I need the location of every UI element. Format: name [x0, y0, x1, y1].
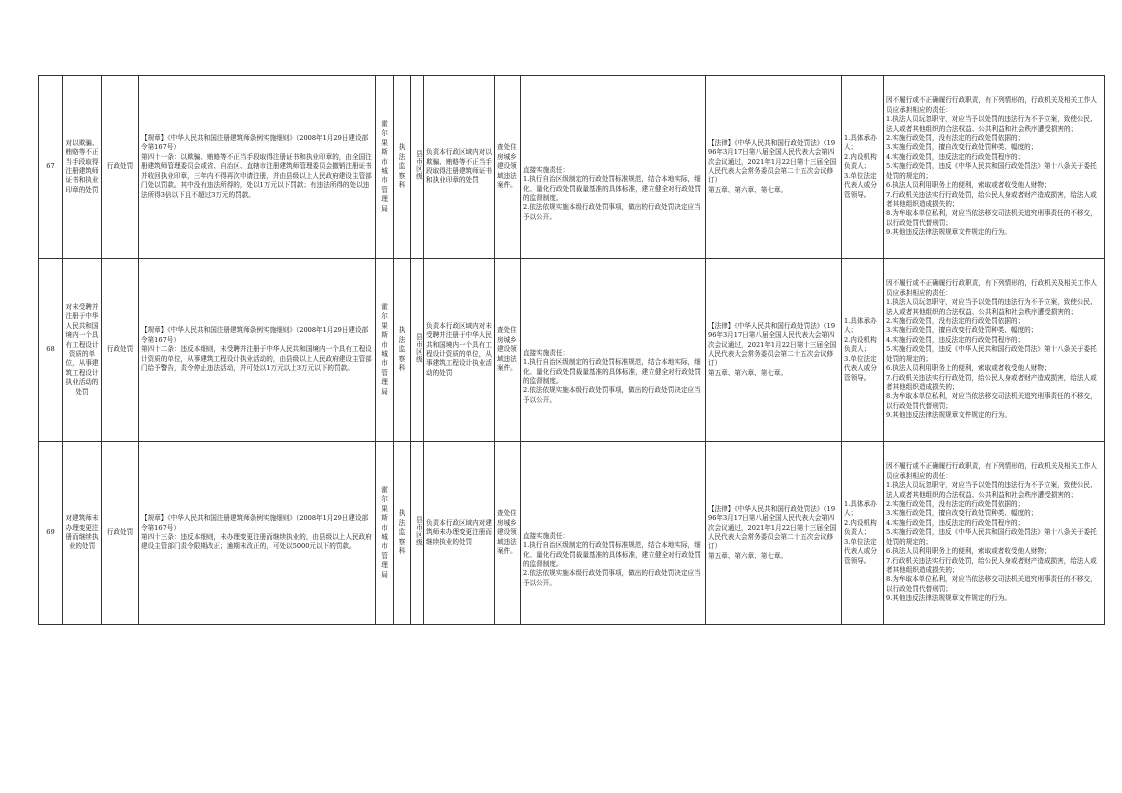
exercise-content: 负责本行政区域内对以欺骗、贿赂等不正当手段取得注册建筑师证书和执业印章的处罚 [424, 76, 495, 259]
text-line: 3.实施行政处罚，擅自改变行政处罚种类、幅度的； [886, 509, 1038, 518]
row-number: 69 [39, 442, 63, 625]
accountability-text [886, 279, 1102, 420]
text-line: 【规章】《中华人民共和国注册建筑师条例实施细则》（2008年1月29日建设部令第167号） [141, 134, 369, 152]
text-line: 4.实施行政处罚，违反法定的行政处罚程序的； [886, 152, 1025, 161]
undertaking-matter: 查处住房城乡建设领域违法案件。 [495, 76, 521, 259]
text-line: 5.实施行政处罚，违反《中华人民共和国行政处罚法》第十八条关于委托处罚的规定的； [886, 345, 1097, 363]
responsibility-text [523, 478, 703, 588]
accountability-text [886, 462, 1102, 603]
undertaking-matter: 查处住房城乡建设领域违法案件。 [495, 442, 521, 625]
text-line: 1.具体承办人； [844, 134, 877, 152]
item-name: 对以欺骗、贿赂等不正当手段取得注册建筑师证书和执业印章的处罚 [63, 76, 102, 259]
text-line: 【规章】《中华人民共和国注册建筑师条例实施细则》（2008年1月29日建设部令第167号） [141, 514, 369, 532]
text-line: 【法律】《中华人民共和国行政处罚法》（1996年3月17日第八届全国人民代表大会第四次会议通过，2021年1月22日第十三届全国人民代表大会常务委员会第二十五次会议修订） [708, 504, 837, 551]
text-line: 1.具体承办人； [844, 500, 877, 518]
responsibility-items [521, 442, 706, 625]
text-line: 2.依法依规实施本级行政处罚事项，做出的行政处罚决定应当予以公开。 [523, 386, 701, 404]
text-line: 7.行政机关违法实行行政处罚，给公民人身或者财产造成损害，给法人或者其他组织造成损失的； [886, 373, 1097, 391]
item-type: 行政处罚 [102, 76, 139, 259]
responsibility-basis-text [708, 139, 839, 195]
legal-basis-text [141, 134, 373, 200]
responsibility-subject [842, 259, 884, 442]
text-line: 7.行政机关违法实行行政处罚，给公民人身或者财产造成损害，给法人或者其他组织造成损失的； [886, 190, 1097, 208]
text-line: 6.执法人员利用职务上的便利，索取或者收受他人财物； [886, 547, 1051, 556]
responsibility-basis [706, 76, 842, 259]
text-line: 8.为牟取本单位私利，对应当依法移交司法机关追究刑事责任的不移交，以行政处罚代替刑罚； [886, 392, 1097, 410]
exercise-level-text: 县市区级 [414, 333, 423, 364]
implementing-department: 霍尔果斯市城市管理局 [376, 442, 394, 625]
item-name: 对未受聘并注册于中华人民共和国境内一个具有工程设计资质的单位，从事建筑工程设计执业活动的处罚 [63, 259, 102, 442]
text-line: 1.执行自治区级制定的行政处罚标准规范，结合本地实际，细化、量化行政处罚裁量基准的具体标准，建立健全对行政处罚的监督制度。 [523, 175, 702, 202]
text-line: 1.执行自治区级制定的行政处罚标准规范，结合本地实际，细化、量化行政处罚裁量基准的具体标准，建立健全对行政处罚的监督制度。 [523, 358, 702, 385]
text-line: 1.执法人员玩忽职守，对应当予以处罚的违法行为不予立案，致使公民、法人或者其他组织的合法权益、公共利益和社会秩序遭受损害的； [886, 298, 1097, 316]
text-line: 因不履行或不正确履行行政职责，有下列情形的，行政机关及相关工作人员应承担相应的责任： [886, 462, 1097, 480]
responsibility-basis-text [708, 322, 839, 378]
text-line: 2.依法依规实施本级行政处罚事项，做出的行政处罚决定应当予以公开。 [523, 569, 701, 587]
text-line: 3.实施行政处罚，擅自改变行政处罚种类、幅度的； [886, 143, 1038, 152]
responsibility-subject-text [844, 500, 881, 566]
text-line: 1.执法人员玩忽职守，对应当予以处罚的违法行为不予立案，致使公民、法人或者其他组织的合法权益、公共利益和社会秩序遭受损害的； [886, 481, 1097, 499]
text-line: 【规章】《中华人民共和国注册建筑师条例实施细则》（2008年1月29日建设部令第167号） [141, 326, 369, 344]
power-list-table [38, 75, 1105, 625]
responsibility-subject-text [844, 134, 881, 200]
responsibility-subject [842, 442, 884, 625]
text-line: 因不履行或不正确履行行政职责，有下列情形的，行政机关及相关工作人员应承担相应的责任： [886, 279, 1097, 297]
text-line: 1.具体承办人； [844, 317, 877, 335]
responsibility-items [521, 76, 706, 259]
text-line: 2.实施行政处罚，没有法定的行政处罚依据的； [886, 134, 1025, 143]
text-line: 2.依法依规实施本级行政处罚事项，做出的行政处罚决定应当予以公开。 [523, 203, 701, 221]
accountability-text [886, 96, 1102, 237]
text-line: 5.实施行政处罚，违反《中华人民共和国行政处罚法》第十八条关于委托处罚的规定的； [886, 162, 1097, 180]
undertaking-matter: 查处住房城乡建设领域违法案件。 [495, 259, 521, 442]
legal-basis [139, 259, 376, 442]
text-line: 9.其他违反法律法规规章文件规定的行为。 [886, 411, 1011, 420]
exercise-level [411, 442, 424, 625]
text-line: 第四十一条：以欺骗、贿赂等不正当手段取得注册证书和执业印章的，由全国注册建筑师管理委员会或省、自治区、直辖市注册建筑师管理委员会撤销注册证书并收回执业印章，三年内不得再次申请注册，并由县级以上人民政府建设主管部门处以罚款。其中没有违法所得的，处以1万元以下罚款；有违法所得的处以违法所得3倍以下且不超过3万元的罚款。 [141, 152, 372, 199]
implementing-subject: 执法监察科 [394, 259, 411, 442]
text-line: 3.单位法定代表人或分管领导。 [844, 354, 877, 382]
text-line: 【法律】《中华人民共和国行政处罚法》（1996年3月17日第八届全国人民代表大会第四次会议通过，2021年1月22日第十三届全国人民代表大会常务委员会第二十五次会议修订） [708, 321, 837, 368]
text-line: 第五章、第六章、第七章。 [708, 185, 788, 194]
exercise-level-text: 县市区级 [414, 150, 423, 181]
text-line: 6.执法人员利用职务上的便利，索取或者收受他人财物； [886, 181, 1051, 190]
legal-basis [139, 442, 376, 625]
responsibility-basis [706, 442, 842, 625]
text-line: 9.其他违反法律法规规章文件规定的行为。 [886, 594, 1011, 603]
item-type: 行政处罚 [102, 259, 139, 442]
accountability-situations [884, 442, 1105, 625]
text-line: 4.实施行政处罚，违反法定的行政处罚程序的； [886, 335, 1025, 344]
accountability-situations [884, 76, 1105, 259]
text-line: 3.单位法定代表人或分管领导。 [844, 537, 877, 565]
text-line: 【法律】《中华人民共和国行政处罚法》（1996年3月17日第八届全国人民代表大会第四次会议通过，2021年1月22日第十三届全国人民代表大会常务委员会第二十五次会议修订） [708, 138, 837, 185]
text-line: 2.内设机构负责人； [844, 335, 877, 354]
text-line: 2.实施行政处罚，没有法定的行政处罚依据的； [886, 500, 1025, 509]
table-body [39, 76, 1105, 625]
exercise-content: 负责本行政区域内对未受聘并注册于中华人民共和国境内一个具有工程设计资质的单位，从事建筑工程设计执业活动的处罚 [424, 259, 495, 442]
row-number: 68 [39, 259, 63, 442]
text-line: 第四十二条：违反本细则，未受聘并注册于中华人民共和国境内一个具有工程设计资质的单位，从事建筑工程设计执业活动的，由县级以上人民政府建设主管部门给予警告，责令停止违法活动，并可处以1万元以上3万元以下的罚款。 [141, 345, 372, 373]
item-name: 对建筑师未办理变更注册而继续执业的处罚 [63, 442, 102, 625]
text-line: 8.为牟取本单位私利，对应当依法移交司法机关追究刑事责任的不移交，以行政处罚代替刑罚； [886, 209, 1097, 227]
text-line: 7.行政机关违法实行行政处罚，给公民人身或者财产造成损害，给法人或者其他组织造成损失的； [886, 556, 1097, 574]
text-line: 1.执行自治区级制定的行政处罚标准规范，结合本地实际，细化、量化行政处罚裁量基准的具体标准，建立健全对行政处罚的监督制度。 [523, 541, 702, 568]
text-line: 因不履行或不正确履行行政职责，有下列情形的，行政机关及相关工作人员应承担相应的责任： [886, 96, 1097, 114]
text-line: 第五章、第六章、第七章。 [708, 368, 788, 377]
exercise-level-text: 县市区级 [414, 516, 423, 547]
exercise-level [411, 76, 424, 259]
legal-basis [139, 76, 376, 259]
text-line: 2.实施行政处罚，没有法定的行政处罚依据的； [886, 317, 1025, 326]
accountability-situations [884, 259, 1105, 442]
implementing-department: 霍尔果斯市城市管理局 [376, 76, 394, 259]
table-row [39, 259, 1105, 442]
text-line: 5.实施行政处罚，违反《中华人民共和国行政处罚法》第十八条关于委托处罚的规定的； [886, 528, 1097, 546]
responsibility-text [523, 295, 703, 405]
implementing-department: 霍尔果斯市城市管理局 [376, 259, 394, 442]
exercise-level [411, 259, 424, 442]
text-line: 2.内设机构负责人； [844, 152, 877, 171]
row-number: 67 [39, 76, 63, 259]
implementing-subject: 执法监察科 [394, 442, 411, 625]
responsibility-text [523, 112, 703, 222]
item-type: 行政处罚 [102, 442, 139, 625]
text-line: 9.其他违反法律法规规章文件规定的行为。 [886, 228, 1011, 237]
text-line: 直接实施责任： [523, 531, 570, 540]
legal-basis-text [141, 514, 373, 552]
responsibility-basis-text [708, 505, 839, 561]
implementing-subject: 执法监察科 [394, 76, 411, 259]
text-line: 8.为牟取本单位私利，对应当依法移交司法机关追究刑事责任的不移交，以行政处罚代替刑罚； [886, 575, 1097, 593]
table-row [39, 442, 1105, 625]
table-row [39, 76, 1105, 259]
text-line: 2.内设机构负责人； [844, 518, 877, 537]
text-line: 6.执法人员利用职务上的便利，索取或者收受他人财物； [886, 364, 1051, 373]
text-line: 4.实施行政处罚，违反法定的行政处罚程序的； [886, 518, 1025, 527]
text-line: 直接实施责任： [523, 165, 570, 174]
exercise-content: 负责本行政区域内对建筑师未办理变更注册而继续执业的处罚 [424, 442, 495, 625]
text-line: 3.单位法定代表人或分管领导。 [844, 171, 877, 199]
text-line: 3.实施行政处罚，擅自改变行政处罚种类、幅度的； [886, 326, 1038, 335]
text-line: 第四十三条：违反本细则，未办理变更注册而继续执业的，由县级以上人民政府建设主管部门责令限期改正；逾期未改正的，可处以5000元以下的罚款。 [141, 533, 372, 551]
text-line: 1.执法人员玩忽职守，对应当予以处罚的违法行为不予立案，致使公民、法人或者其他组织的合法权益、公共利益和社会秩序遭受损害的； [886, 115, 1097, 133]
legal-basis-text [141, 326, 373, 373]
responsibility-subject [842, 76, 884, 259]
responsibility-subject-text [844, 317, 881, 383]
text-line: 第五章、第六章、第七章。 [708, 551, 788, 560]
text-line: 直接实施责任： [523, 348, 570, 357]
responsibility-basis [706, 259, 842, 442]
responsibility-items [521, 259, 706, 442]
